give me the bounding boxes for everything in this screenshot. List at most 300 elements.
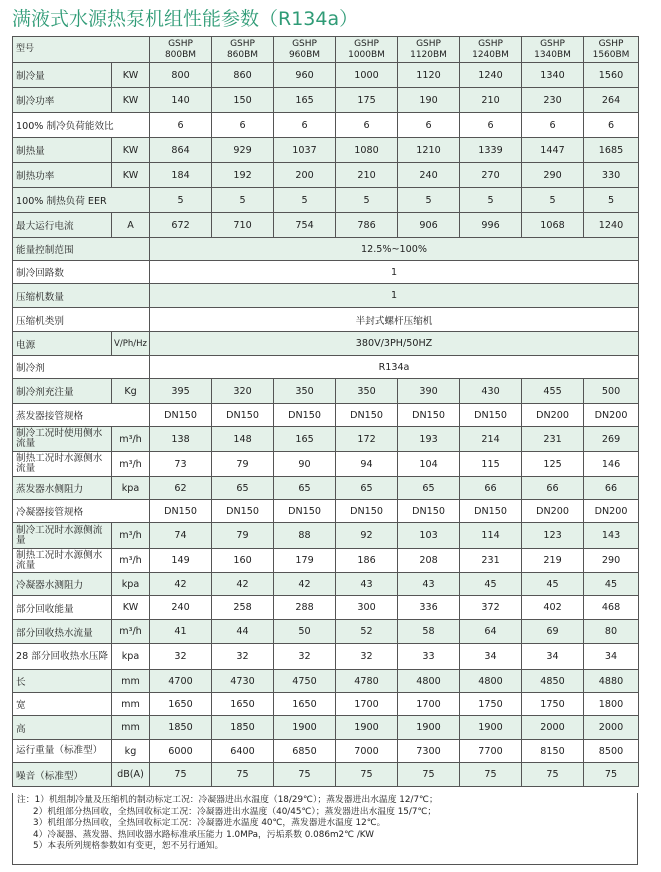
row-value: 288: [274, 596, 336, 620]
row-value: 42: [212, 573, 274, 596]
note-2: 2）机组部分热回收，全热回收标定工况：冷凝器进出水温度（40/45℃）；蒸发器进出水温度 15/7℃；: [33, 806, 437, 817]
row-value: DN150: [274, 404, 336, 427]
row-value: 149: [150, 549, 212, 573]
row-value: 62: [150, 477, 212, 500]
table-row: [13, 427, 639, 452]
row-value: DN200: [584, 404, 639, 427]
row-value: 6: [274, 113, 336, 138]
row-unit: mm: [112, 670, 150, 693]
row-value: 75: [460, 763, 522, 787]
table-row: [13, 670, 639, 693]
row-value: 6400: [212, 740, 274, 763]
row-value: 1650: [212, 693, 274, 716]
row-value: 231: [522, 427, 584, 452]
row-value: 179: [274, 549, 336, 573]
row-value: 754: [274, 213, 336, 238]
table-row: [13, 596, 639, 620]
row-value: 43: [336, 573, 398, 596]
row-label: 制热工况时水源侧水流量: [13, 452, 112, 477]
row-value: 92: [336, 523, 398, 549]
row-value: 1850: [150, 716, 212, 740]
row-value: 1900: [460, 716, 522, 740]
row-value: 65: [398, 477, 460, 500]
row-value: 1685: [584, 138, 639, 163]
row-label: 制冷回路数: [13, 261, 150, 284]
row-span-value: R134a: [150, 356, 639, 379]
row-value: DN150: [212, 404, 274, 427]
row-value: 104: [398, 452, 460, 477]
model-series: GSHP: [416, 38, 441, 49]
row-value: 468: [584, 596, 639, 620]
row-unit: m³/h: [112, 620, 150, 644]
row-value: 330: [584, 163, 639, 188]
row-span-value: 半封式螺杆压缩机: [150, 308, 639, 332]
row-span-value: 1: [150, 284, 639, 308]
spec-table: [12, 36, 639, 787]
row-value: 4800: [398, 670, 460, 693]
row-value: 1000: [336, 63, 398, 88]
row-value: 372: [460, 596, 522, 620]
row-value: 4730: [212, 670, 274, 693]
row-value: 1120: [398, 63, 460, 88]
row-unit: KW: [112, 138, 150, 163]
row-unit: mm: [112, 693, 150, 716]
table-row: [13, 332, 639, 356]
row-value: DN150: [398, 500, 460, 523]
row-value: 4700: [150, 670, 212, 693]
model-code: 1120BM: [410, 49, 447, 60]
row-value: 1800: [584, 693, 639, 716]
row-value: 7700: [460, 740, 522, 763]
row-value: 455: [522, 379, 584, 404]
row-value: 258: [212, 596, 274, 620]
row-value: 300: [336, 596, 398, 620]
row-value: 7300: [398, 740, 460, 763]
row-label: 长: [13, 670, 112, 693]
row-value: 6: [522, 113, 584, 138]
row-value: 50: [274, 620, 336, 644]
model-header: [212, 37, 274, 63]
row-label: 部分回收热水流量: [13, 620, 112, 644]
row-label: 制热功率: [13, 163, 112, 188]
table-row: [13, 188, 639, 213]
row-value: 165: [274, 88, 336, 113]
row-label: 制冷剂充注量: [13, 379, 112, 404]
table-row: [13, 500, 639, 523]
header-label: 型号: [13, 37, 150, 63]
row-value: 5: [212, 188, 274, 213]
note-1: 注：1）机组制冷量及压缩机的制动标定工况：冷凝器进出水温度（18/29℃）；蒸发器进出水温度 12/7℃；: [17, 795, 438, 805]
row-value: 5: [274, 188, 336, 213]
row-unit: kpa: [112, 477, 150, 500]
row-value: DN150: [274, 500, 336, 523]
row-value: 240: [398, 163, 460, 188]
row-unit: kg: [112, 740, 150, 763]
row-value: 996: [460, 213, 522, 238]
row-value: 208: [398, 549, 460, 573]
row-value: 6850: [274, 740, 336, 763]
row-value: 5: [584, 188, 639, 213]
row-value: 6: [584, 113, 639, 138]
header-row: [13, 37, 639, 63]
row-value: 402: [522, 596, 584, 620]
row-unit: m³/h: [112, 523, 150, 549]
row-value: 4880: [584, 670, 639, 693]
row-value: 79: [212, 452, 274, 477]
row-unit: kpa: [112, 573, 150, 596]
row-value: 52: [336, 620, 398, 644]
row-value: 1560: [584, 63, 639, 88]
row-value: 230: [522, 88, 584, 113]
row-value: DN200: [584, 500, 639, 523]
row-value: 75: [522, 763, 584, 787]
row-value: 1700: [398, 693, 460, 716]
row-value: 5: [522, 188, 584, 213]
row-value: 210: [336, 163, 398, 188]
row-value: 103: [398, 523, 460, 549]
row-label: 100% 制冷负荷能效比: [13, 113, 150, 138]
row-unit: kpa: [112, 644, 150, 670]
row-value: 75: [212, 763, 274, 787]
row-value: 45: [584, 573, 639, 596]
row-value: 69: [522, 620, 584, 644]
table-row: [13, 716, 639, 740]
row-value: 5: [150, 188, 212, 213]
row-value: 175: [336, 88, 398, 113]
row-value: 672: [150, 213, 212, 238]
row-value: 90: [274, 452, 336, 477]
row-value: 1850: [212, 716, 274, 740]
row-value: 290: [522, 163, 584, 188]
model-code: 1340BM: [534, 49, 571, 60]
table-row: [13, 452, 639, 477]
row-value: 75: [398, 763, 460, 787]
row-unit: KW: [112, 63, 150, 88]
model-code: 1000BM: [348, 49, 385, 60]
table-row: [13, 88, 639, 113]
row-value: 184: [150, 163, 212, 188]
row-value: 114: [460, 523, 522, 549]
row-value: 4780: [336, 670, 398, 693]
row-value: 395: [150, 379, 212, 404]
row-value: 42: [274, 573, 336, 596]
model-code: 800BM: [164, 49, 197, 60]
row-value: 290: [584, 549, 639, 573]
row-value: 390: [398, 379, 460, 404]
table-row: [13, 523, 639, 549]
row-label: 制热量: [13, 138, 112, 163]
note-3: 3）机组部分热回收，全热回收标定工况：冷凝器进水温度 40℃，蒸发器进水温度 12℃。: [33, 818, 386, 828]
row-value: 75: [274, 763, 336, 787]
row-value: 41: [150, 620, 212, 644]
row-label: 部分回收能量: [13, 596, 112, 620]
row-value: 1240: [460, 63, 522, 88]
row-value: 66: [460, 477, 522, 500]
row-value: 34: [522, 644, 584, 670]
row-value: 1068: [522, 213, 584, 238]
notes: [12, 793, 638, 865]
row-value: 34: [460, 644, 522, 670]
row-value: 125: [522, 452, 584, 477]
row-label: 冷凝器水测阻力: [13, 573, 112, 596]
row-value: 200: [274, 163, 336, 188]
row-unit: m³/h: [112, 452, 150, 477]
row-value: DN150: [460, 500, 522, 523]
row-value: 8150: [522, 740, 584, 763]
row-value: 1900: [398, 716, 460, 740]
model-header: [398, 37, 460, 63]
table-row: [13, 740, 639, 763]
row-value: 42: [150, 573, 212, 596]
row-value: 786: [336, 213, 398, 238]
table-row: [13, 404, 639, 427]
row-label: 冷凝器接管规格: [13, 500, 150, 523]
row-value: 32: [212, 644, 274, 670]
row-value: 33: [398, 644, 460, 670]
row-value: 192: [212, 163, 274, 188]
row-value: 1700: [336, 693, 398, 716]
model-series: GSHP: [540, 38, 565, 49]
row-value: 1750: [522, 693, 584, 716]
row-value: 45: [460, 573, 522, 596]
row-span-value: 12.5%~100%: [150, 238, 639, 261]
row-value: 150: [212, 88, 274, 113]
row-value: DN200: [522, 500, 584, 523]
row-value: 710: [212, 213, 274, 238]
row-value: DN150: [150, 404, 212, 427]
row-value: 8500: [584, 740, 639, 763]
row-unit: Kg: [112, 379, 150, 404]
row-value: 34: [584, 644, 639, 670]
row-label: 噪音（标准型）: [13, 763, 112, 787]
model-header: [460, 37, 522, 63]
row-value: 172: [336, 427, 398, 452]
row-value: 1447: [522, 138, 584, 163]
row-label: 制冷工况时水源侧流量: [13, 523, 112, 549]
row-unit: mm: [112, 716, 150, 740]
row-value: 4850: [522, 670, 584, 693]
row-value: 350: [274, 379, 336, 404]
row-label: 电源: [13, 332, 112, 356]
row-value: 143: [584, 523, 639, 549]
page-title: 满液式水源热泵机组性能参数（R134a）: [12, 8, 359, 30]
row-value: 270: [460, 163, 522, 188]
row-value: 58: [398, 620, 460, 644]
table-row: [13, 477, 639, 500]
row-value: 320: [212, 379, 274, 404]
row-value: 929: [212, 138, 274, 163]
row-value: DN150: [460, 404, 522, 427]
row-label: 压缩机类别: [13, 308, 150, 332]
table-row: [13, 693, 639, 716]
table-row: [13, 213, 639, 238]
row-value: 44: [212, 620, 274, 644]
row-value: 94: [336, 452, 398, 477]
row-value: 210: [460, 88, 522, 113]
model-code: 860BM: [226, 49, 259, 60]
row-value: 500: [584, 379, 639, 404]
row-unit: m³/h: [112, 427, 150, 452]
row-value: 800: [150, 63, 212, 88]
row-value: 1750: [460, 693, 522, 716]
row-value: 146: [584, 452, 639, 477]
row-unit: dB(A): [112, 763, 150, 787]
row-value: 79: [212, 523, 274, 549]
row-value: 6: [460, 113, 522, 138]
table-row: [13, 138, 639, 163]
row-value: 1650: [150, 693, 212, 716]
row-unit: KW: [112, 88, 150, 113]
table-row: [13, 549, 639, 573]
row-value: 65: [274, 477, 336, 500]
row-value: 214: [460, 427, 522, 452]
model-series: GSHP: [598, 38, 624, 49]
row-label: 28 部分回收热水压降: [13, 644, 112, 670]
row-value: 75: [150, 763, 212, 787]
row-value: DN150: [336, 500, 398, 523]
table-row: [13, 620, 639, 644]
row-value: 1339: [460, 138, 522, 163]
row-value: 64: [460, 620, 522, 644]
row-value: 32: [150, 644, 212, 670]
row-value: 2000: [584, 716, 639, 740]
row-value: 5: [336, 188, 398, 213]
model-header: [584, 37, 639, 63]
table-row: [13, 573, 639, 596]
row-value: 88: [274, 523, 336, 549]
row-label: 宽: [13, 693, 112, 716]
model-header: [522, 37, 584, 63]
row-value: DN200: [522, 404, 584, 427]
row-value: 1037: [274, 138, 336, 163]
row-label: 蒸发器水侧阻力: [13, 477, 112, 500]
model-series: GSHP: [168, 38, 193, 49]
row-value: 75: [584, 763, 639, 787]
row-unit: A: [112, 213, 150, 238]
row-label: 100% 制热负荷 EER: [13, 188, 150, 213]
row-value: 960: [274, 63, 336, 88]
row-value: 1340: [522, 63, 584, 88]
row-value: 1240: [584, 213, 639, 238]
row-unit: m³/h: [112, 549, 150, 573]
row-value: 6: [212, 113, 274, 138]
row-value: 6: [150, 113, 212, 138]
row-value: 80: [584, 620, 639, 644]
row-value: 123: [522, 523, 584, 549]
table-row: [13, 644, 639, 670]
row-value: 6000: [150, 740, 212, 763]
row-span-value: 380V/3PH/50HZ: [150, 332, 639, 356]
row-value: 906: [398, 213, 460, 238]
row-value: 430: [460, 379, 522, 404]
row-label: 制冷功率: [13, 88, 112, 113]
table-row: [13, 63, 639, 88]
row-value: 269: [584, 427, 639, 452]
row-span-value: 1: [150, 261, 639, 284]
row-label: 高: [13, 716, 112, 740]
note-4: 4）冷凝器、蒸发器、热回收器水路标准承压能力 1.0MPa，污垢系数 0.086m2℃ /KW: [33, 829, 374, 840]
row-value: 2000: [522, 716, 584, 740]
table-row: [13, 356, 639, 379]
row-label: 制冷量: [13, 63, 112, 88]
row-value: DN150: [398, 404, 460, 427]
row-value: 75: [336, 763, 398, 787]
row-label: 制冷剂: [13, 356, 150, 379]
row-value: 1900: [274, 716, 336, 740]
table-row: [13, 763, 639, 787]
model-series: GSHP: [478, 38, 503, 49]
note-5: 5）本表所列规格参数如有变更，恕不另行通知。: [33, 841, 224, 851]
row-value: 6: [398, 113, 460, 138]
row-value: 66: [584, 477, 639, 500]
row-value: 148: [212, 427, 274, 452]
model-header: [150, 37, 212, 63]
row-value: 73: [150, 452, 212, 477]
row-value: 32: [336, 644, 398, 670]
row-value: 190: [398, 88, 460, 113]
row-value: 140: [150, 88, 212, 113]
row-value: 864: [150, 138, 212, 163]
table-row: [13, 379, 639, 404]
row-value: 5: [460, 188, 522, 213]
row-label: 制冷工况时使用侧水流量: [13, 427, 112, 452]
table-row: [13, 238, 639, 261]
row-value: 43: [398, 573, 460, 596]
row-value: 4800: [460, 670, 522, 693]
row-label: 最大运行电流: [13, 213, 112, 238]
row-label: 能量控制范围: [13, 238, 150, 261]
row-value: DN150: [336, 404, 398, 427]
table-row: [13, 284, 639, 308]
row-label: 制热工况时水源侧水流量: [13, 549, 112, 573]
model-header: [336, 37, 398, 63]
row-value: 1210: [398, 138, 460, 163]
row-value: 7000: [336, 740, 398, 763]
table-row: [13, 113, 639, 138]
row-label: 压缩机数量: [13, 284, 150, 308]
row-unit: KW: [112, 596, 150, 620]
row-value: 65: [336, 477, 398, 500]
model-header: [274, 37, 336, 63]
row-value: 115: [460, 452, 522, 477]
row-value: DN150: [212, 500, 274, 523]
table-row: [13, 163, 639, 188]
row-value: 66: [522, 477, 584, 500]
model-code: 960BM: [288, 49, 321, 60]
model-series: GSHP: [230, 38, 255, 49]
row-value: 231: [460, 549, 522, 573]
row-value: 65: [212, 477, 274, 500]
table-row: [13, 261, 639, 284]
row-value: 45: [522, 573, 584, 596]
row-value: 336: [398, 596, 460, 620]
row-value: 74: [150, 523, 212, 549]
row-label: 运行重量（标准型）: [13, 740, 112, 763]
model-series: GSHP: [354, 38, 379, 49]
model-code: 1560BM: [592, 49, 630, 60]
row-value: 1650: [274, 693, 336, 716]
row-unit: KW: [112, 163, 150, 188]
row-value: 264: [584, 88, 639, 113]
row-value: 350: [336, 379, 398, 404]
row-value: 240: [150, 596, 212, 620]
row-value: 6: [336, 113, 398, 138]
row-value: 1900: [336, 716, 398, 740]
model-series: GSHP: [292, 38, 317, 49]
row-value: 138: [150, 427, 212, 452]
row-value: DN150: [150, 500, 212, 523]
table-row: [13, 308, 639, 332]
